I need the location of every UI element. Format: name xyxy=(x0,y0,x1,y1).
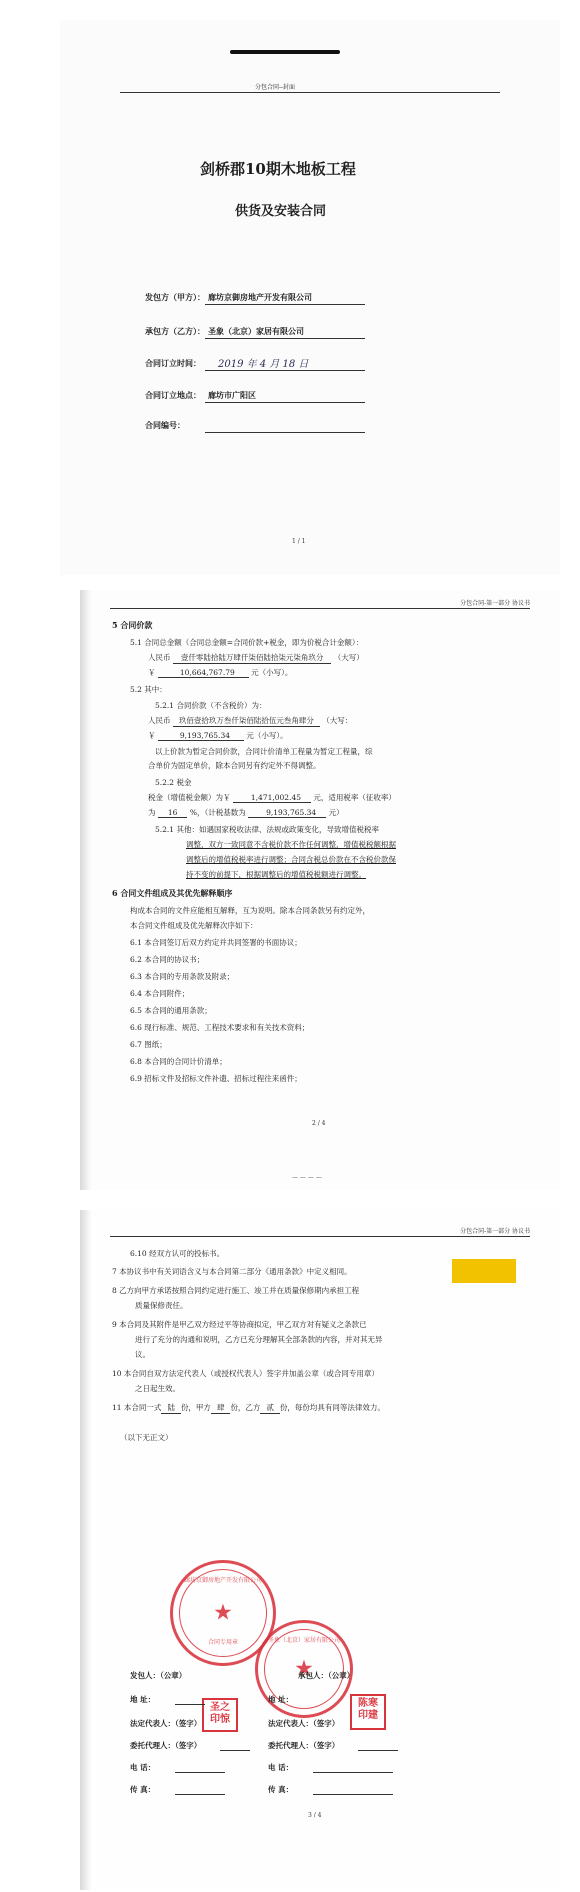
clause-other-line4: 持不变的前提下，根据调整后的增值税税额进行调整。 xyxy=(186,870,366,879)
total-amount-figures: 10,664,767.79 xyxy=(158,668,249,678)
sign-employer: 发包人：（公章） xyxy=(130,1671,187,1680)
clause-5-1-rmb-line: 人民币 壹仟零陆拾陆万肆仟柒佰陆拾柒元柒角玖分 （大写） xyxy=(148,653,364,662)
sign-employer-fax: 传 真： xyxy=(130,1785,156,1794)
clause-5-2-1-rmb-line: 人民币 玖佰壹拾玖万叁仟柒佰陆拾伍元叁角肆分 （大写： xyxy=(148,716,353,725)
page2-footer-dash: — — — — xyxy=(292,1174,322,1181)
legal-rep-stamp-left: 圣之印惊 xyxy=(202,1698,238,1732)
field-value-contractor: 圣象（北京）家居有限公司 xyxy=(208,326,304,336)
page3-header: 分包合同-第一部分 协议书 xyxy=(460,1228,530,1235)
sign-contractor-fax: 传 真： xyxy=(268,1785,294,1794)
cover-header-rule xyxy=(120,92,500,93)
page3-number: 3 / 4 xyxy=(308,1812,322,1819)
seal-star-icon: ★ xyxy=(294,1656,314,1682)
clause-11: 11 本合同一式 陆 份，甲方 肆 份，乙方 贰 份，每份均具有同等法律效力。 xyxy=(112,1403,385,1412)
cover-page-number: 1 / 1 xyxy=(292,538,306,545)
list-item: 6.5 本合同的通用条款； xyxy=(130,1006,212,1015)
clause-8-line2: 质量保修责任。 xyxy=(135,1301,188,1310)
cover-page xyxy=(60,20,560,575)
clause-8-line1: 8 乙方向甲方承诺按照合同约定进行施工、竣工并在质量保修期内承担工程 xyxy=(112,1286,360,1295)
clause-5-1: 5.1 合同总金额（合同总金额=合同价款+税金，即为价税合计金额）： xyxy=(130,638,364,647)
end-note: （以下无正文） xyxy=(120,1433,173,1442)
clause-5-1-amount-line: ￥ 10,664,767.79 元（小写）。 xyxy=(148,668,293,677)
clause-9-line3: 议。 xyxy=(135,1350,150,1359)
price-note-line1: 以上价款为暂定合同价款，合同计价清单工程量为暂定工程量，综 xyxy=(155,747,373,756)
list-item: 6.4 本合同附件； xyxy=(130,989,190,998)
field-label-place: 合同订立地点： xyxy=(145,390,201,400)
section-6-heading: 6 合同文件组成及其优先解释顺序 xyxy=(112,888,233,898)
clause-5-2-1: 5.2.1 合同价款（不含税价）为： xyxy=(155,701,267,710)
price-note-line2: 合单价为固定单价，除本合同另有约定外不得调整。 xyxy=(148,761,321,770)
top-dark-mark xyxy=(230,50,340,54)
sign-contractor-phone: 电 话： xyxy=(268,1763,294,1772)
seal-star-icon: ★ xyxy=(213,1600,233,1626)
list-item: 6.8 本合同的合同计价清单； xyxy=(130,1057,227,1066)
page2-number: 2 / 4 xyxy=(312,1120,326,1127)
section-6-intro-line2: 本合同文件组成及优先解释次序如下： xyxy=(130,921,258,930)
list-item: 6.3 本合同的专用条款及附录； xyxy=(130,972,235,981)
clause-5-2: 5.2 其中： xyxy=(130,685,167,694)
clause-9-line1: 9 本合同及其附件是甲乙双方经过平等协商拟定，甲乙双方对有疑义之条款已 xyxy=(112,1320,367,1329)
tax-amount: 1,471,002.45 xyxy=(233,793,311,803)
net-amount-figures: 9,193,765.34 xyxy=(158,731,244,741)
clause-10-line1: 10 本合同自双方法定代表人（或授权代表人）签字并加盖公章（或合同专用章） xyxy=(112,1369,379,1378)
clause-5-2-2: 5.2.2 税金 xyxy=(155,778,192,787)
field-label-date: 合同订立时间： xyxy=(145,358,201,368)
page3-header-rule xyxy=(110,1236,530,1237)
copies-party-b: 贰 xyxy=(260,1402,280,1414)
list-item: 6.9 招标文件及招标文件补遗、招标过程往来函件； xyxy=(130,1074,302,1083)
sign-contractor-legal-rep: 法定代表人：（签字） xyxy=(268,1719,340,1728)
employer-company-seal: 廊坊京御房地产开发有限公司 ★ 合同专用章 xyxy=(170,1560,276,1666)
page2-header-rule xyxy=(110,608,530,609)
sign-employer-legal-rep: 法定代表人：（签字） xyxy=(130,1719,202,1728)
clause-other-line1: 5.2.1 其他：如遇国家税收法律、法规或政策变化，导致增值税税率 xyxy=(155,825,379,834)
legal-rep-stamp-right: 陈寒印建 xyxy=(350,1694,386,1730)
tax-line1: 税金（增值税金额）为￥ 1,471,002.45 元，适用税率（征收率） xyxy=(148,793,396,802)
page2-header: 分包合同-第一部分 协议书 xyxy=(460,600,530,607)
clause-9-line2: 进行了充分的沟通和说明，乙方已充分理解其全部条款的内容，并对其无异 xyxy=(135,1335,383,1344)
cover-header: 分包合同--封面 xyxy=(255,84,296,91)
list-item: 6.6 现行标准、规范、工程技术要求和有关技术资料； xyxy=(130,1023,310,1032)
field-value-employer: 廊坊京御房地产开发有限公司 xyxy=(208,292,312,302)
cover-title-line2: 供货及安装合同 xyxy=(235,204,327,219)
list-item: 6.2 本合同的协议书； xyxy=(130,955,205,964)
agreement-page-3 xyxy=(80,1210,560,1890)
sign-contractor: 承包人：（公章） xyxy=(298,1671,355,1680)
cover-title-line1: 剑桥郡10期木地板工程 xyxy=(200,160,356,178)
copies-total: 陆 xyxy=(161,1402,181,1414)
tax-rate: 16 xyxy=(158,808,188,818)
net-amount-words: 玖佰壹拾玖万叁仟柒佰陆拾伍元叁角肆分 xyxy=(173,715,320,727)
tax-line2: 为 16 %，（计税基数为 9,193,765.34 元） xyxy=(148,808,344,817)
clause-7: 7 本协议书中有关词语含义与本合同第二部分《通用条款》中定义相同。 xyxy=(112,1267,352,1276)
copies-party-a: 肆 xyxy=(211,1402,231,1414)
field-label-number: 合同编号： xyxy=(145,420,185,430)
clause-other-line3: 调整后的增值税税率进行调整；合同含税总价款在不含税价款保 xyxy=(186,855,396,864)
clause-10-line2: 之日起生效。 xyxy=(135,1384,180,1393)
field-value-place: 廊坊市广阳区 xyxy=(208,390,256,400)
clause-5-2-1-amount-line: ￥ 9,193,765.34 元（小写）。 xyxy=(148,731,288,740)
sign-contractor-address: 地 址： xyxy=(268,1695,294,1704)
field-label-contractor: 承包方（乙方）： xyxy=(145,326,205,336)
redaction-mark xyxy=(452,1259,516,1283)
list-item: 6.10 经双方认可的投标书。 xyxy=(130,1249,225,1258)
sign-employer-phone: 电 话： xyxy=(130,1763,156,1772)
field-value-date: 2019 年 4 月 18 日 xyxy=(218,359,309,370)
field-label-employer: 发包方（甲方）： xyxy=(145,292,205,302)
clause-other-line2: 调整，双方一致同意不含税价款不作任何调整，增值税税额根据 xyxy=(186,840,396,849)
section-5-heading: 5 合同价款 xyxy=(112,620,153,630)
section-6-intro-line1: 构成本合同的文件应能相互解释，互为说明。除本合同条款另有约定外， xyxy=(130,906,370,915)
total-amount-words: 壹仟零陆拾陆万肆仟柒佰陆拾柒元柒角玖分 xyxy=(173,652,332,664)
sign-employer-address: 地 址： xyxy=(130,1695,156,1704)
list-item: 6.1 本合同签订后双方约定并共同签署的书面协议； xyxy=(130,938,302,947)
agreement-page-2 xyxy=(80,590,560,1190)
tax-base: 9,193,765.34 xyxy=(248,808,326,818)
sign-employer-agent: 委托代理人：（签字） xyxy=(130,1741,202,1750)
list-item: 6.7 图纸； xyxy=(130,1040,167,1049)
sign-contractor-agent: 委托代理人：（签字） xyxy=(268,1741,340,1750)
contractor-company-seal: 圣象（北京）家居有限公司 ★ xyxy=(255,1620,353,1718)
